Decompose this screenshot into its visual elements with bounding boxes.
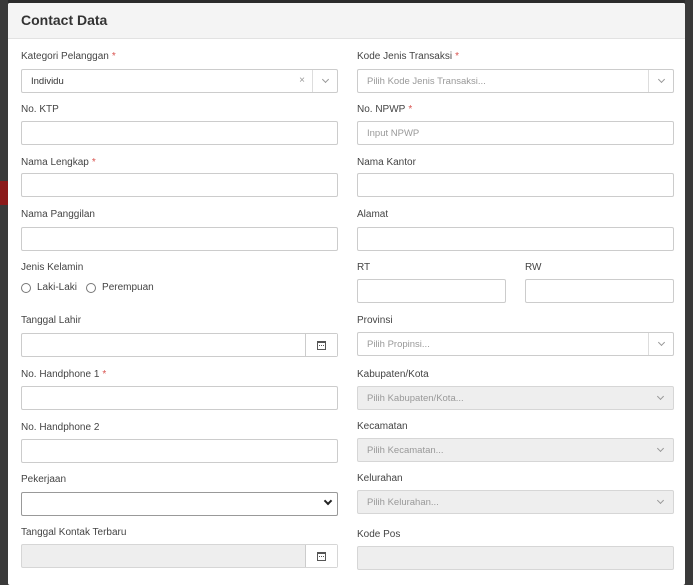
kecamatan-placeholder: Pilih Kecamatan...: [367, 444, 444, 456]
chevron-down-icon: [657, 76, 664, 83]
required-marker: *: [111, 51, 116, 62]
nama-kantor-label: Nama Kantor: [357, 157, 416, 168]
kelurahan-select: [357, 490, 674, 514]
nama-lengkap-label-text: Nama Lengkap: [21, 157, 89, 168]
ktp-input[interactable]: [21, 121, 338, 145]
kode-transaksi-label: [357, 51, 459, 62]
kode-transaksi-select[interactable]: [357, 69, 674, 93]
dropdown-toggle: [648, 491, 673, 513]
required-marker: *: [91, 157, 96, 168]
alamat-input[interactable]: [357, 227, 674, 251]
contact-data-modal: [8, 3, 685, 585]
nama-lengkap-input[interactable]: [21, 173, 338, 197]
kategori-label-text: Kategori Pelanggan: [21, 51, 109, 62]
npwp-input[interactable]: [357, 121, 674, 145]
nama-panggilan-label: Nama Panggilan: [21, 209, 95, 220]
handphone-2-input[interactable]: [21, 439, 338, 463]
kabupaten-placeholder: Pilih Kabupaten/Kota...: [367, 392, 464, 404]
kecamatan-label: Kecamatan: [357, 421, 408, 432]
kode-transaksi-label-text: Kode Jenis Transaksi: [357, 51, 453, 62]
kelurahan-label: Kelurahan: [357, 473, 403, 484]
nama-lengkap-label: [21, 157, 96, 168]
chevron-down-icon: [657, 445, 664, 452]
required-marker: *: [408, 104, 413, 115]
modal-title: Contact Data: [21, 12, 108, 28]
ktp-label: No. KTP: [21, 104, 59, 115]
modal-header: [8, 3, 685, 39]
kabupaten-select: [357, 386, 674, 410]
provinsi-label: Provinsi: [357, 315, 393, 326]
alamat-label: Alamat: [357, 209, 389, 220]
chevron-down-icon: [657, 497, 664, 504]
radio-laki-laki-label[interactable]: Laki-Laki: [37, 282, 78, 293]
rw-label: RW: [525, 262, 542, 273]
dropdown-toggle: [648, 387, 673, 409]
kecamatan-select: [357, 438, 674, 462]
radio-perempuan[interactable]: [86, 283, 96, 293]
nama-panggilan-input[interactable]: [21, 227, 338, 251]
chevron-down-icon: [324, 497, 332, 505]
required-marker: *: [455, 51, 459, 62]
radio-perempuan-label[interactable]: Perempuan: [102, 282, 154, 293]
nama-kantor-input[interactable]: [357, 173, 674, 197]
jenis-kelamin-label: Jenis Kelamin: [21, 262, 84, 273]
rt-input[interactable]: [357, 279, 506, 303]
kelurahan-placeholder: Pilih Kelurahan...: [367, 496, 439, 508]
chevron-down-icon: [657, 393, 664, 400]
handphone-2-label: No. Handphone 2: [21, 422, 100, 433]
provinsi-placeholder: Pilih Propinsi...: [367, 338, 430, 350]
kode-pos-input: [357, 546, 674, 570]
kode-pos-label: Kode Pos: [357, 529, 401, 540]
npwp-label: [357, 104, 412, 115]
pekerjaan-select[interactable]: [21, 492, 338, 516]
tanggal-kontak-label: Tanggal Kontak Terbaru: [21, 527, 127, 538]
kategori-pelanggan-select[interactable]: [21, 69, 338, 93]
calendar-icon: [317, 552, 326, 561]
handphone-1-label: [21, 369, 106, 380]
calendar-icon: [317, 341, 326, 350]
tanggal-lahir-label: Tanggal Lahir: [21, 315, 82, 326]
handphone-1-label-text: No. Handphone 1: [21, 369, 100, 380]
kategori-selected-value: Individu: [31, 75, 64, 87]
npwp-placeholder: Input NPWP: [367, 127, 420, 139]
tanggal-lahir-calendar-button[interactable]: [305, 334, 337, 356]
rw-input[interactable]: [525, 279, 674, 303]
dropdown-toggle[interactable]: [648, 70, 673, 92]
kabupaten-label: Kabupaten/Kota: [357, 369, 429, 380]
jenis-kelamin-radio-group: [21, 282, 163, 293]
rt-label: RT: [357, 262, 371, 273]
dropdown-toggle[interactable]: [312, 70, 337, 92]
background-page-right: [685, 0, 693, 585]
chevron-down-icon: [657, 339, 664, 346]
handphone-1-input[interactable]: [21, 386, 338, 410]
chevron-down-icon: [321, 76, 328, 83]
dropdown-toggle[interactable]: [648, 333, 673, 355]
dropdown-toggle: [648, 439, 673, 461]
pekerjaan-label: Pekerjaan: [21, 474, 67, 485]
tanggal-kontak-input: [21, 544, 338, 568]
npwp-label-text: No. NPWP: [357, 104, 406, 115]
kategori-pelanggan-label: [21, 51, 116, 62]
provinsi-select[interactable]: [357, 332, 674, 356]
required-marker: *: [102, 369, 107, 380]
clear-selection-icon[interactable]: ×: [299, 75, 305, 86]
tanggal-kontak-calendar-button[interactable]: [305, 545, 337, 567]
background-page-left: [0, 0, 8, 585]
tanggal-lahir-input[interactable]: [21, 333, 338, 357]
background-red-element: [0, 181, 8, 205]
kode-transaksi-placeholder: Pilih Kode Jenis Transaksi...: [367, 75, 486, 87]
radio-laki-laki[interactable]: [21, 283, 31, 293]
